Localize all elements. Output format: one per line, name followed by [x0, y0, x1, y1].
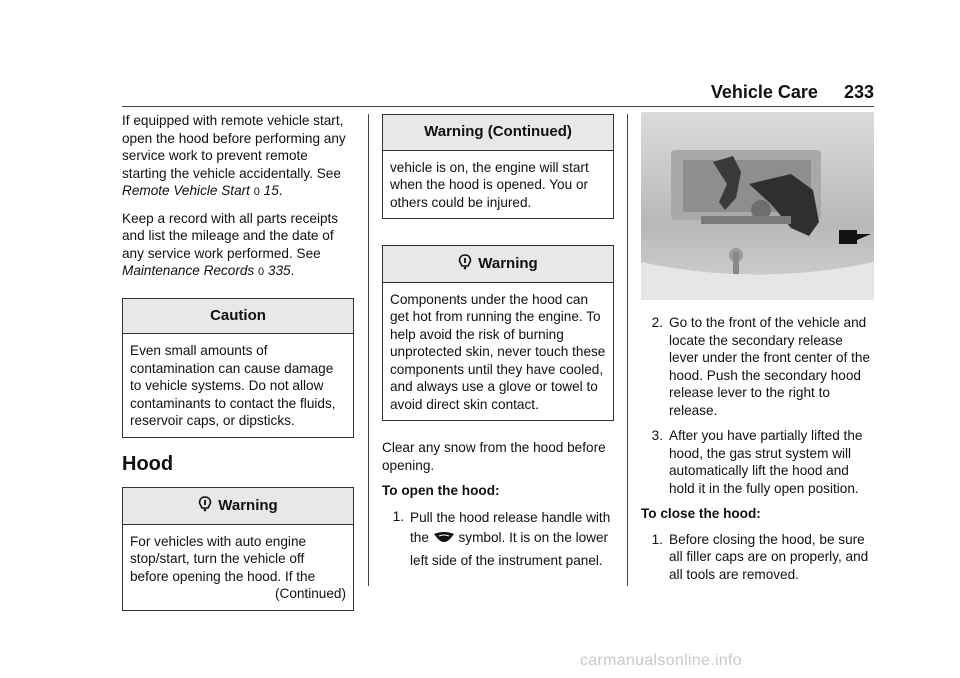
warning-continued-body: vehicle is on, the engine will start when the hood is opened. You or others could be injured.: [390, 159, 589, 210]
maintenance-records-link[interactable]: Maintenance Records: [122, 263, 255, 278]
hood-heading: Hood: [122, 452, 174, 475]
section-title: Vehicle Care: [710, 82, 818, 102]
warning-continued-box: [382, 114, 614, 219]
remote-start-link[interactable]: Remote Vehicle Start: [122, 183, 250, 198]
warning-body: For vehicles with auto engine stop/start, turn the vehicle off before opening the hood. If the: [130, 533, 316, 584]
open-hood-heading: To open the hood:: [382, 483, 500, 498]
warning2-title: Warning: [478, 255, 538, 272]
warning-triangle-icon: [458, 254, 472, 270]
page-ref-arrow-icon: 0: [253, 186, 260, 198]
caution-body: Even small amounts of contamination can cause damage to vehicle systems. Do not allow contaminants to contact the fluids, reservoir caps, or dipsticks.: [130, 343, 336, 428]
warning-triangle-icon: [198, 496, 212, 512]
page-ref-arrow-icon: 0: [258, 266, 265, 278]
continued-label: (Continued): [274, 586, 346, 601]
warning-box: [122, 487, 354, 611]
snow-paragraph: Clear any snow from the hood before opening.: [382, 440, 606, 473]
maintenance-records-page[interactable]: 335: [267, 263, 291, 278]
open-step-2: 2. Go to the front of the vehicle and locate the secondary release lever under the front center of the hood. Push the secondary hood release lever to the right to release.: [651, 315, 871, 418]
close-step-1: 1. Before closing the hood, be sure all filler caps are on properly, and all tools are removed.: [651, 531, 869, 582]
page-header: [711, 82, 874, 103]
warning-title: Warning: [218, 497, 278, 514]
page-number: 233: [843, 82, 874, 102]
watermark: carmanualsonline.info: [580, 652, 742, 669]
secondary-release-lever-figure: [641, 112, 874, 300]
open-step-3: 3. After you have partially lifted the hood, the gas strut system will automatically lift the hood and hold it in the fully open position.: [651, 428, 863, 496]
caution-box: [122, 298, 354, 438]
close-hood-heading: To close the hood:: [641, 506, 761, 521]
warning-continued-title: Warning (Continued): [383, 115, 613, 151]
remote-start-paragraph: If equipped with remote vehicle start, open the hood before performing any service work to prevent remote starting the vehicle accidentally. See Remote Vehicle Start 0 15.: [122, 113, 346, 198]
column-2: [382, 114, 614, 571]
column-divider-1: [368, 114, 369, 586]
column-3: [641, 112, 874, 583]
caution-title: Caution: [123, 299, 353, 335]
column-divider-2: [627, 114, 628, 586]
warning-box-2: [382, 245, 614, 421]
hood-release-icon: [433, 531, 455, 551]
warning2-body: Components under the hood can get hot from running the engine. To help avoid the risk of burning unprotected skin, never touch these components until they have cooled, and always use a glove or towel to avoid direct skin contact.: [390, 291, 606, 412]
header-rule: [122, 106, 874, 107]
open-step-1: 1. Pull the hood release handle with the symbol. It is on the lower left side of the instrument panel.: [392, 508, 611, 568]
records-paragraph: Keep a record with all parts receipts and list the mileage and the date of any service work performed. See Maintenance Records 0 335.: [122, 210, 339, 278]
remote-start-page[interactable]: 15: [263, 183, 279, 198]
column-1: [122, 112, 354, 611]
